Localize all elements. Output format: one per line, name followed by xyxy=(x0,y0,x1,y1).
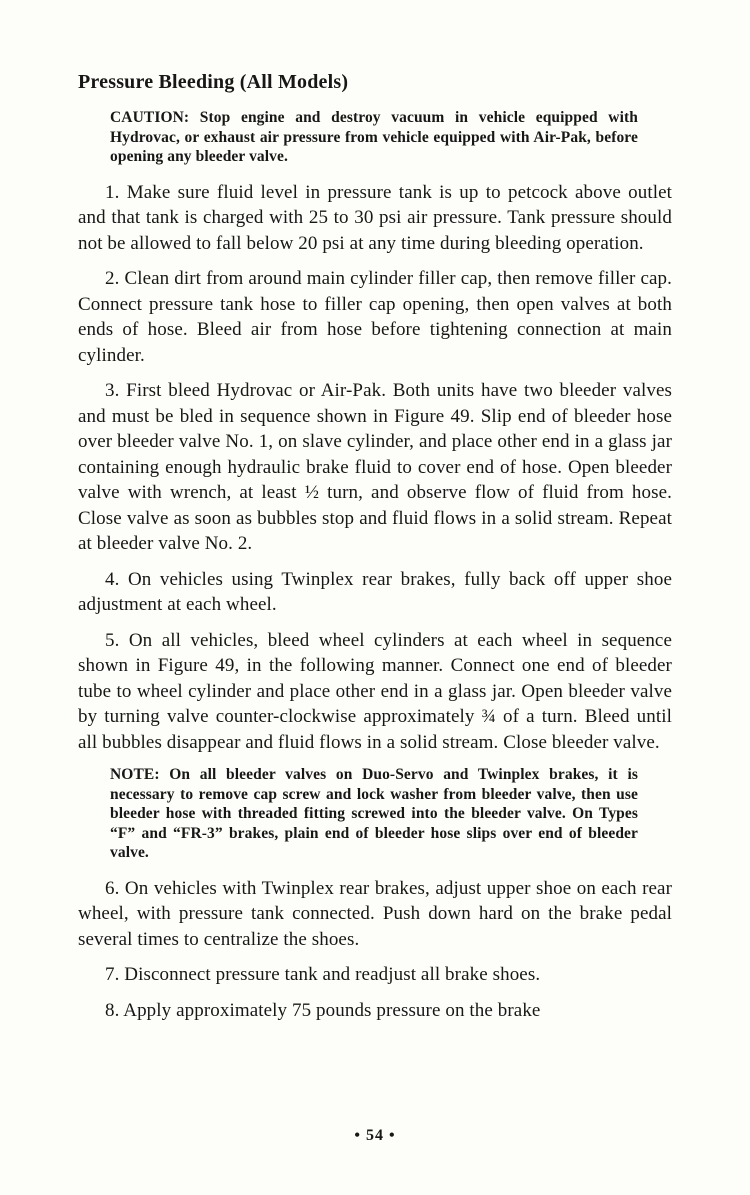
step-paragraph-5: 5. On all vehicles, bleed wheel cylinders at each wheel in sequence shown in Figure 49, in the following manner. Connect one end of bleeder tube to wheel cylinder and place other end in a glass jar. Open bleeder valve by turning valve counter-clockwise approximately ¾ of a turn. Bleed until all bubbles disappear and fluid flows in a solid stream. Close bleeder valve. xyxy=(78,629,672,753)
step-paragraph-4: 4. On vehicles using Twinplex rear brakes, fully back off upper shoe adjustment at each wheel. xyxy=(78,568,672,615)
step-paragraph-6: 6. On vehicles with Twinplex rear brakes, adjust upper shoe on each rear wheel, with pressure tank connected. Push down hard on the brake pedal several times to centralize the shoes. xyxy=(78,877,672,950)
step-paragraph-2: 2. Clean dirt from around main cylinder filler cap, then remove filler cap. Connect pressure tank hose to filler cap opening, then open valves at both ends of hose. Bleed air from hose before tightening connection at main cylinder. xyxy=(78,268,672,366)
step-paragraph-8: 8. Apply approximately 75 pounds pressure on the brake xyxy=(105,999,541,1021)
step-paragraph-1: 1. Make sure fluid level in pressure tank is up to petcock above outlet and that tank is charged with 25 to 30 psi air pressure. Tank pressure should not be allowed to fall below 20 psi at any time during bleeding operation. xyxy=(78,181,672,254)
step-paragraph-7: 7. Disconnect pressure tank and readjust all brake shoes. xyxy=(105,964,541,985)
caution-block: CAUTION: Stop engine and destroy vacuum in vehicle equipped with Hydrovac, or exhaust air pressure from vehicle equipped with Air-Pak, before opening any bleeder valve. xyxy=(110,109,638,165)
step-paragraph-3: 3. First bleed Hydrovac or Air-Pak. Both units have two bleeder valves and must be bled in sequence shown in Figure 49. Slip end of bleeder hose over bleeder valve No. 1, on slave cylinder, and place other end in a glass jar containing enough hydraulic brake fluid to cover end of hose. Open bleeder valve with wrench, at least ½ turn, and observe flow of fluid from hose. Close valve as soon as bubbles stop and fluid flows in a solid stream. Repeat at bleeder valve No. 2. xyxy=(78,380,672,554)
note-block: NOTE: On all bleeder valves on Duo-Servo and Twinplex brakes, it is necessary to remove cap screw and lock washer from bleeder valve, then use bleeder hose with threaded fitting screwed into the bleeder valve. On Types “F” and “FR-3” brakes, plain end of bleeder hose slips over end of bleeder valve. xyxy=(110,766,638,861)
page-number: • 54 • xyxy=(354,1127,396,1144)
section-title: Pressure Bleeding (All Models) xyxy=(78,71,349,93)
